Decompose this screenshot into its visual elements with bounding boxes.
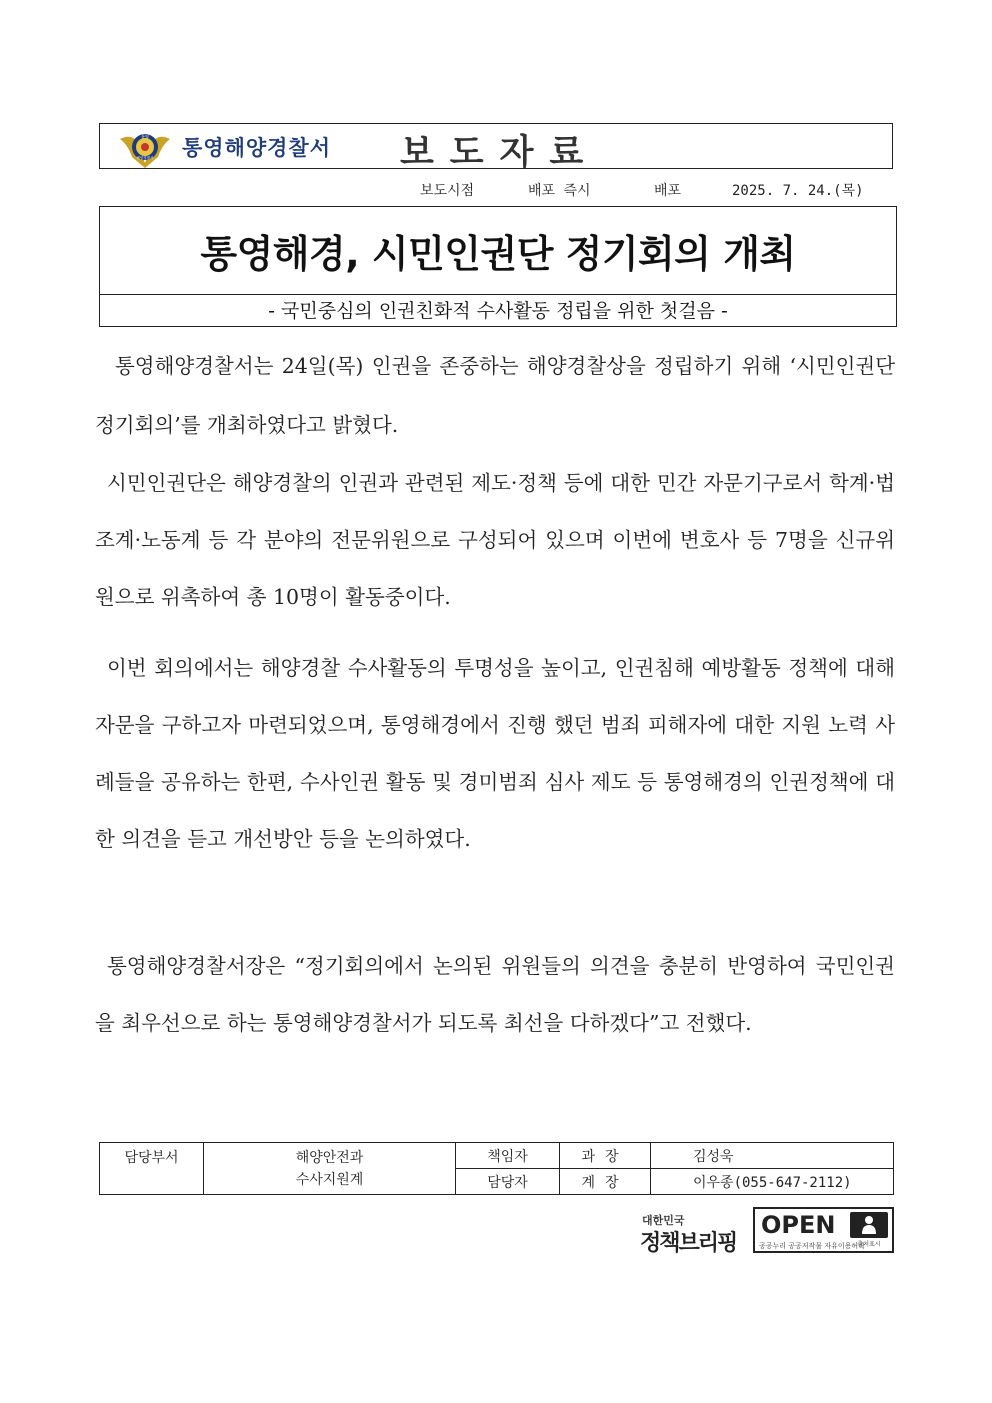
table-row: [100, 1143, 894, 1169]
contact-table: [99, 1142, 894, 1195]
release-date-value: 2025. 7. 24.(목): [732, 183, 864, 199]
release-date-label: 배포: [654, 183, 682, 199]
open-badge-text: 출처표시: [857, 1241, 881, 1248]
open-sub-text: 공공누리 공공저작물 자유이용허락: [759, 1242, 865, 1250]
release-time-value: 배포 즉시: [528, 183, 591, 199]
open-word: OPEN: [761, 1211, 836, 1239]
role-label: 책임자: [456, 1143, 560, 1169]
contact-name: 김성욱: [651, 1143, 894, 1169]
role-label: 담당자: [456, 1169, 560, 1195]
agency-name: 통영해양경찰서: [182, 136, 332, 160]
emblem-text: 해양경찰서: [136, 156, 154, 160]
emblem-top-text: 통영: [141, 134, 149, 139]
dept-label: 담당부서: [100, 1143, 204, 1195]
press-header: [99, 123, 893, 173]
contact-name: 이우종(055-647-2112): [651, 1169, 894, 1195]
dept-line1: 해양안전과: [295, 1149, 364, 1166]
position: 과장: [560, 1143, 651, 1169]
paragraph-4: 통영해양경찰서장은 “정기회의에서 논의된 위원들의 의견을 충분히 반영하여 국민인권을 최우선으로 하는 통영해양경찰서가 되도록 최선을 다하겠다”고 전했다.: [95, 954, 895, 1035]
open-license-logo: [753, 1207, 894, 1253]
paragraph-2: 시민인권단은 해양경찰의 인권과 관련된 제도·정책 등에 대한 민간 자문기구로서 학계·법조계·노동계 등 각 분야의 전문위원으로 구성되어 있으며 이번에 변호사 등 7명을 신규위원으로 위촉하여 총 10명이 활동중이다.: [95, 471, 895, 609]
paragraph-1: 통영해양경찰서는 24일(목) 인권을 존중하는 해양경찰상을 정립하기 위해 ‘시민인권단 정기회의’를 개최하였다고 밝혔다.: [95, 354, 895, 437]
press-release-label: 보도자료: [400, 133, 600, 173]
article-title: 통영해경, 시민인권단 정기회의 개최: [200, 232, 796, 276]
position: 계장: [560, 1169, 651, 1195]
policy-logo-main-text: 정책브리핑: [640, 1231, 737, 1256]
paragraph-3: 이번 회의에서는 해양경찰 수사활동의 투명성을 높이고, 인권침해 예방활동 정책에 대해 자문을 구하고자 마련되었으며, 통영해경에서 진행 했던 범죄 피해자에 대한 지원 노력 사례들을 공유하는 한편, 수사인권 활동 및 경미범죄 심사 제도 등 통영해경의 인권정책에 대한 의견을 듣고 개선방안 등을 논의하였다.: [95, 656, 895, 851]
policy-logo-small-text: 대한민국: [642, 1214, 685, 1227]
release-time-label: 보도시점: [420, 183, 475, 199]
article-subtitle: - 국민중심의 인권친화적 수사활동 정립을 위한 첫걸음 -: [100, 294, 896, 328]
coast-guard-emblem-icon: [118, 127, 172, 169]
policy-briefing-logo: [636, 1208, 746, 1256]
dept-value: [204, 1143, 456, 1195]
dept-line2: 수사지원계: [295, 1171, 364, 1188]
attribution-icon: [850, 1212, 888, 1238]
title-box: [99, 206, 897, 327]
